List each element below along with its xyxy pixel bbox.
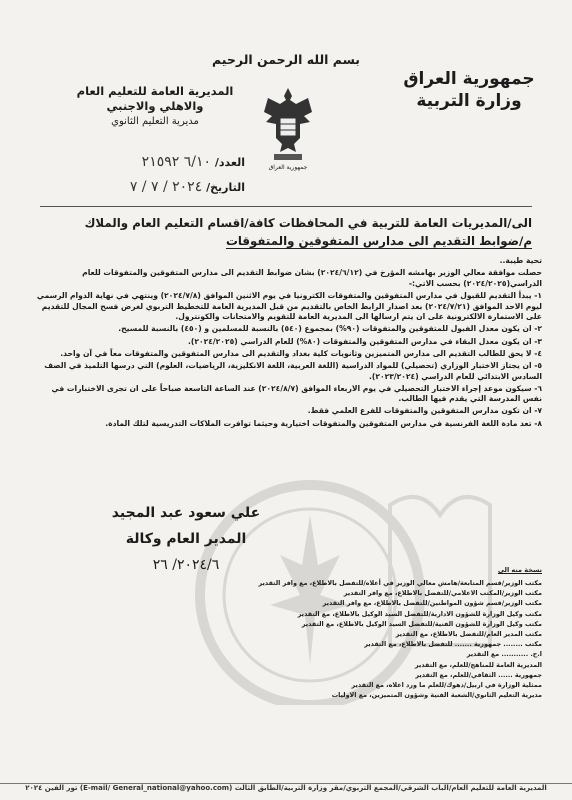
date-label: التاريخ/ — [206, 181, 245, 194]
copies-heading: نسخة منه الى — [497, 566, 542, 574]
list-item: ٧- ان تكون مدارس المتفوقين والمتفوقات للفرع العلمي فقط. — [307, 406, 542, 416]
number-value: ٦/١٠ ٢١٥٩٢ — [141, 154, 212, 170]
list-item: مكتب الوزير/قسم المتابعة/هامش معالي الوزير في أعلاه/للتفضل بالاطلاع، مع وافر التقدير — [258, 579, 542, 587]
greeting: تحية طيبة.. — [499, 256, 542, 265]
list-item: ا.ح. ........... مع التقدير — [466, 650, 542, 659]
basmala: بسم الله الرحمن الرحيم — [212, 52, 360, 67]
list-item: مكتب ........ جمهورية ....... للتفضل بالاطلاع، مع التقدير — [364, 640, 542, 649]
signatory-title: المدير العام وكالة — [125, 531, 247, 547]
signature-date: ٢٠٢٤/٦/ ٢٦ — [152, 557, 220, 573]
number-line — [70, 150, 245, 175]
country-name: جمهورية العراق — [403, 69, 535, 89]
number-label: العدد/ — [214, 156, 245, 169]
directorate-line-1: المديرية العامة للتعليم العام — [76, 84, 234, 98]
list-item: ٦- سيكون موعد إجراء الاختبار التحصيلي في يوم الاربعاء الموافق (٢٠٢٤/٨/٧) عند الساعة التاسعة صباحاً على ان تجرى الاختبارات في نفس المدرسة التي يقدم فيها الطالب. — [51, 383, 542, 404]
ministry-header — [394, 68, 544, 112]
directorate-line-2: والاهلي والاجنبي — [106, 99, 204, 113]
eagle-emblem-icon — [262, 82, 314, 166]
list-item: المديرية العامة للمناهج/للعلم، مع التقدير — [414, 660, 542, 669]
list-item: ٥- ان يجتاز الاختبار الوزاري (تحصيلي) للمواد الدراسية (اللغة العربية، اللغة الانكليزية، الرياضيات، العلوم) التي درسها التلميذ في الصف السادس الابتدائي للعام الدراسي (٢٠٢٣/٢٠٢٤). — [44, 360, 542, 381]
letter-body — [34, 256, 542, 431]
copies-list — [160, 578, 542, 700]
date-value: ٢٠٢٤ / ٧ / ٧ — [129, 179, 203, 195]
addressee: الى/المديريات العامة للتربية في المحافظات كافة/اقسام التعليم العام والملاك — [84, 216, 532, 230]
subject-block — [40, 214, 532, 250]
list-item: مكتب المدير العام/للتفضل بالاطلاع، مع التقدير — [395, 630, 542, 639]
list-item: مكتب الوزير/المكتب الاعلامي/للتفضل بالاطلاع، مع وافر التقدير — [343, 589, 542, 598]
list-item: ١- يبدأ التقديم للقبول في مدارس المتفوقين والمتفوقات الكترونيا في يوم الاثنين الموافق (٢٠٢٤/٧/٨) وينتهي في نهاية الدوام الرسمي ليوم الاحد الموافق (٢٠٢٤/٧/٢١) بعد اصدار الرابط الخاص بالتقديم من قبل المديرية العامة للتخطيط التربوي لغرض فسح المجال للتقديم على الاستمارة الالكترونية على ان يتم ارسالها الى المديرية العامة للتقويم والامتحانات والكونترول. — [36, 290, 542, 322]
list-item: ٤- لا يحق للطالب التقديم الى مدارس المتميزين وثانويات كلية بغداد والتقديم الى مدارس المتفوقين والمتفوقات معاً في آن واحد. — [60, 348, 542, 358]
list-item: جمهورية ...... الثقافي/للعلم، مع التقدير — [415, 670, 542, 679]
directorate-header — [70, 84, 240, 129]
emblem-caption: جمهورية العراق — [268, 164, 308, 171]
list-item: مكتب وكيل الوزارة للشؤون الفنية/للتفضل السيد الوكيل بالاطلاع، مع التقدير — [301, 619, 542, 628]
reference-block — [70, 150, 245, 200]
intro-paragraph: حصلت موافقة معالي الوزير بهامشه المؤرخ في (٢٠٢٤/٦/١٢) بشان ضوابط التقديم الى مدارس المتفوقين والمتفوقات للعام الدراسي(٢٠٢٤/٢٠٢٥) بحسب الاتي:- — [82, 268, 542, 288]
signature-block — [96, 500, 276, 578]
ministry-name: وزارة التربية — [416, 91, 522, 111]
signatory-name: علي سعود عبد المجيد — [111, 505, 261, 521]
list-item: مكتب وكيل الوزارة للشؤون الادارية/للتفضل السيد الوكيل بالاطلاع، مع التقدير — [297, 609, 542, 618]
list-item: ٣- ان يكون معدل البقاء في مدارس المتفوقين والمتفوقات (٨٠%) للعام الدراسي (٢٠٢٤/٢٠٢٥). — [188, 336, 542, 346]
list-item: ٢- ان يكون معدل الفبول للمتفوقين والمتفوقات (٩٠%) بمجموع (٥٤٠) بالنسبة للمسلمين و (٤٥٠) بالنسبة للمسيح. — [118, 324, 542, 334]
subject-line — [40, 232, 532, 250]
date-line — [70, 175, 245, 200]
directorate-sub: مديرية التعليم الثانوي — [111, 116, 199, 127]
list-item: مديرية التعليم الثانوي/الشعبة الفنية وشؤون المتميزين، مع الاوليات — [331, 691, 542, 700]
list-item: ممثلية الوزارة في اربيل/دهوك/للعلم ما ورد اعلاه، مع التقدير — [351, 681, 542, 690]
subject-text: م/ضوابط التقديم الى مدارس المتفوقين والمتفوقات — [226, 234, 532, 248]
list-item: مكتب الوزير/قسم شؤون المواطنين/للتفضل بالاطلاع، مع وافر التقدير — [322, 599, 542, 608]
list-item: ٨- تعد مادة اللغة الفرنسية في مدارس المتفوقين والمتفوقات اختيارية وحيثما توافرت الملاكات التدريسية لتلك المادة. — [105, 418, 542, 428]
header-divider — [40, 206, 532, 207]
footer-text: المديرية العامة للتعليم العام/الباب الشرقي/المجمع التربوي/مقر وزارة التربية/الطابق الثالث (E-mail/ General_national@yahoo.com) تور الفين ٢٠٢٤ — [25, 784, 547, 792]
